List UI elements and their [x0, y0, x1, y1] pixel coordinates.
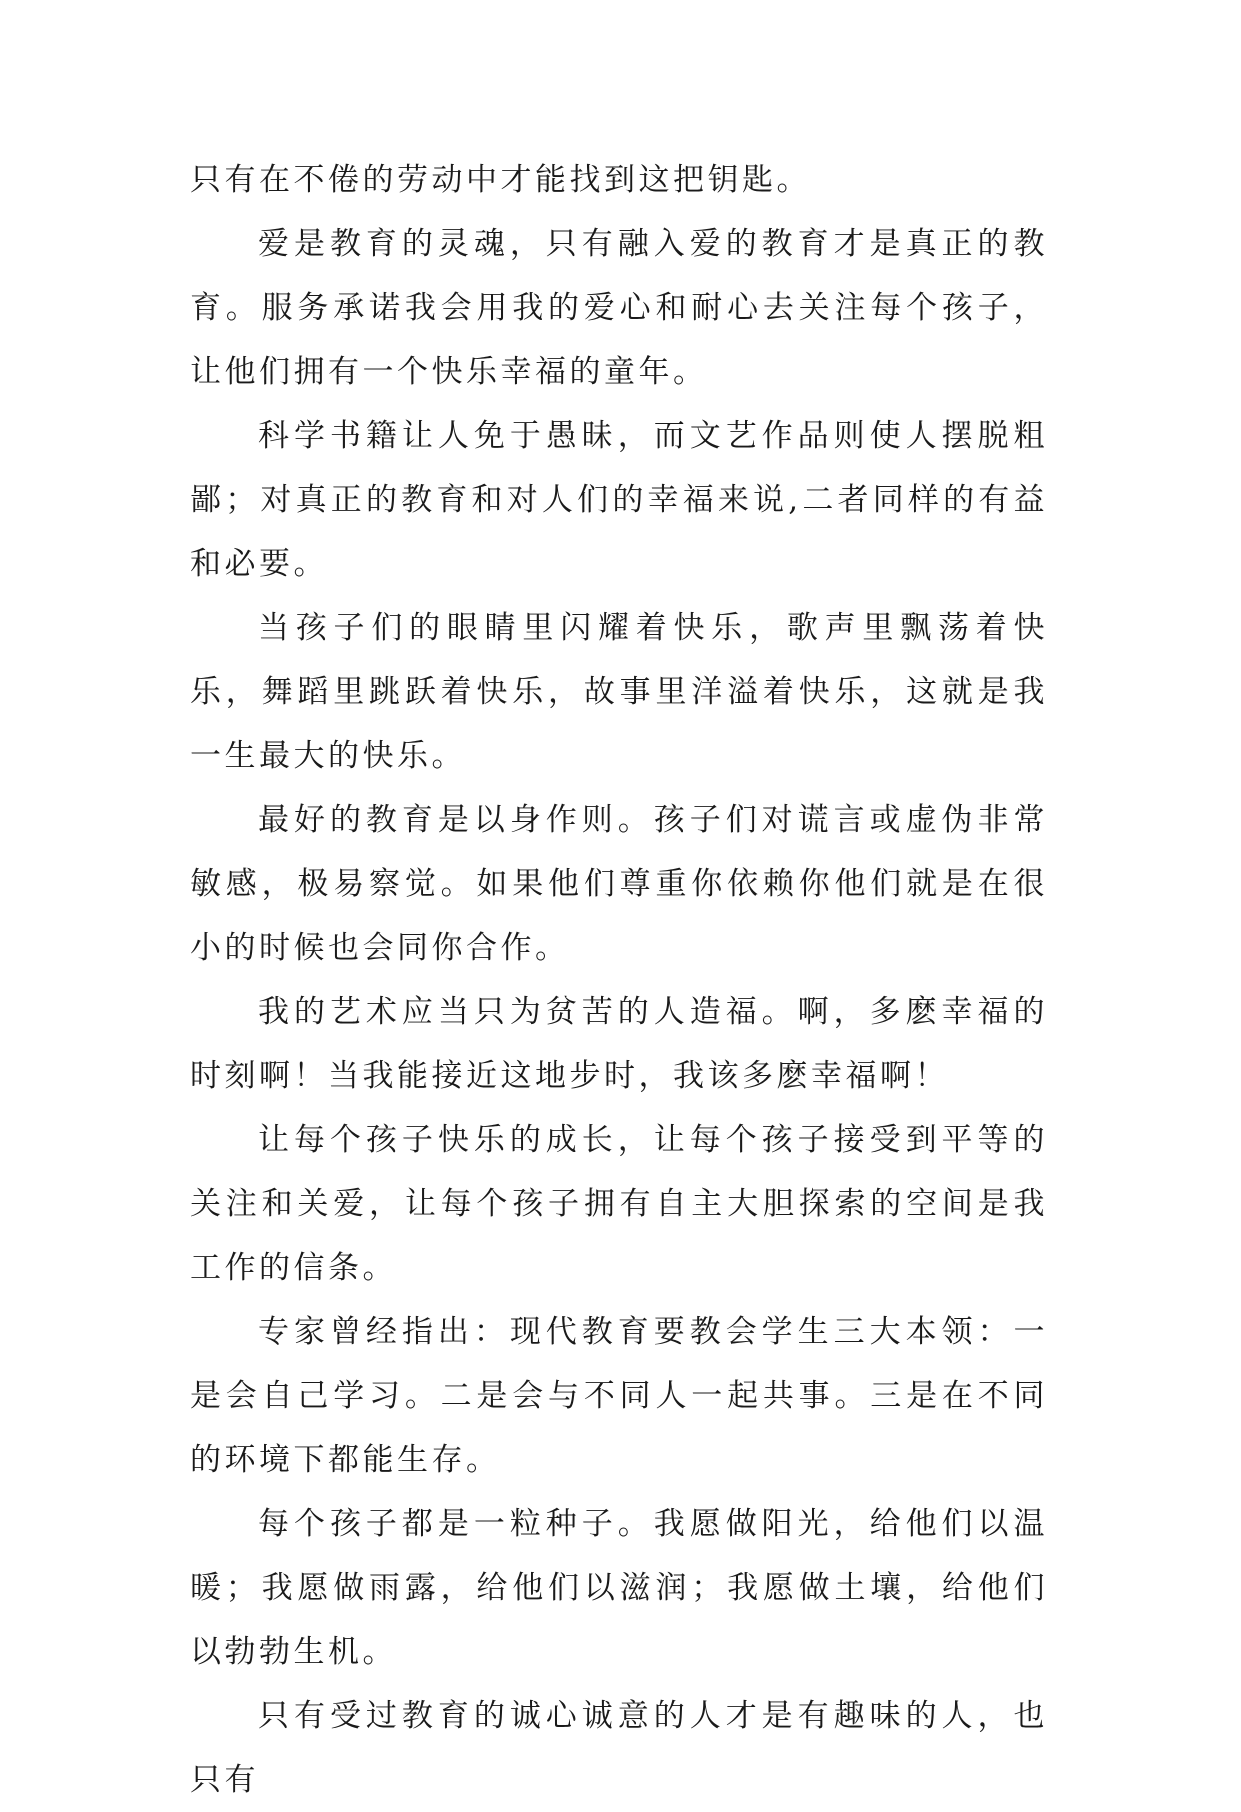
- paragraph: 科学书籍让人免于愚昧，而文艺作品则使人摆脱粗鄙；对真正的教育和对人们的幸福来说,二者同样的有益和必要。: [190, 418, 1048, 582]
- paragraph: 每个孩子都是一粒种子。我愿做阳光，给他们以温暖；我愿做雨露，给他们以滋润；我愿做土壤，给他们以勃勃生机。: [190, 1506, 1048, 1670]
- paragraph: 只有受过教育的诚心诚意的人才是有趣味的人，也只有: [190, 1698, 1048, 1798]
- paragraph-continuation: 只有在不倦的劳动中才能找到这把钥匙。: [190, 162, 811, 198]
- paragraph: 爱是教育的灵魂，只有融入爱的教育才是真正的教育。服务承诺我会用我的爱心和耐心去关注每个孩子，让他们拥有一个快乐幸福的童年。: [190, 226, 1048, 390]
- paragraph: 让每个孩子快乐的成长，让每个孩子接受到平等的关注和关爱，让每个孩子拥有自主大胆探索的空间是我工作的信条。: [190, 1122, 1048, 1286]
- paragraph: 我的艺术应当只为贫苦的人造福。啊，多麽幸福的时刻啊！当我能接近这地步时，我该多麽幸福啊！: [190, 994, 1048, 1094]
- document-page: [190, 148, 1048, 1812]
- paragraph: 当孩子们的眼睛里闪耀着快乐，歌声里飘荡着快乐，舞蹈里跳跃着快乐，故事里洋溢着快乐，这就是我一生最大的快乐。: [190, 610, 1048, 774]
- paragraph: 最好的教育是以身作则。孩子们对谎言或虚伪非常敏感，极易察觉。如果他们尊重你依赖你他们就是在很小的时候也会同你合作。: [190, 802, 1048, 966]
- paragraph: 专家曾经指出：现代教育要教会学生三大本领：一是会自己学习。二是会与不同人一起共事。三是在不同的环境下都能生存。: [190, 1314, 1048, 1478]
